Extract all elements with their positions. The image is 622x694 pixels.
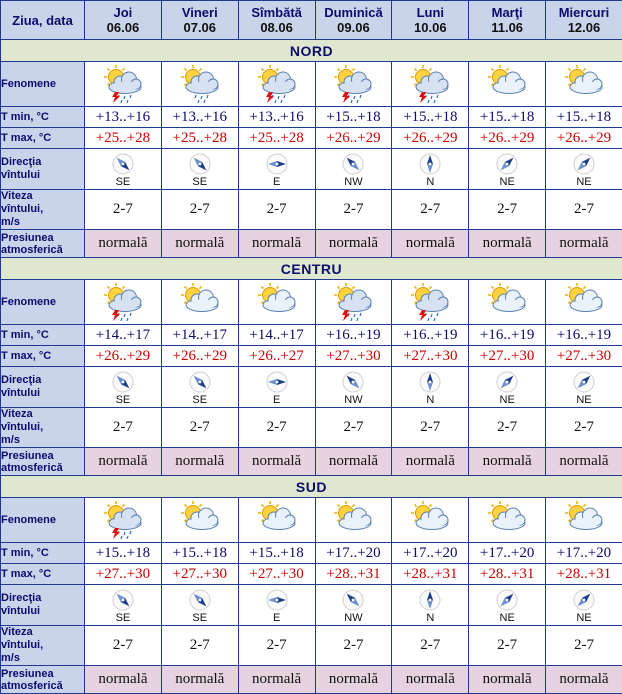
- wind-speed-value: 2-7: [392, 408, 469, 448]
- pressure-value: normală: [469, 666, 546, 694]
- wind-direction-label: NE: [469, 176, 545, 188]
- wind-arrow-icon: [342, 589, 364, 611]
- wind-speed-value: 2-7: [85, 190, 162, 230]
- sun-cloud-icon: [408, 501, 452, 539]
- sun-cloud-icon: [485, 501, 529, 539]
- tmax-value: +26..+29: [85, 346, 162, 367]
- wind-arrow-icon: [419, 153, 441, 175]
- wind-direction-cell: [85, 585, 162, 626]
- wind-direction-cell: [546, 367, 622, 408]
- sun-cloud-rain-thunder-icon: [331, 283, 375, 321]
- pressure-value: normală: [238, 448, 315, 476]
- row-label-line: Direcţia: [1, 156, 84, 169]
- wind-direction-cell: [85, 367, 162, 408]
- wind-direction-cell: [85, 149, 162, 190]
- row-label-line: vîntului,: [1, 203, 84, 216]
- wind-direction-cell: [161, 367, 238, 408]
- wind-direction-label: NW: [316, 176, 392, 188]
- wind-direction-cell: [469, 149, 546, 190]
- day-date: 07.06: [162, 20, 238, 35]
- row-label-line: Viteza: [1, 408, 84, 421]
- wind-direction-label: N: [392, 394, 468, 406]
- wind-direction-cell: [238, 149, 315, 190]
- row-label: [1, 585, 85, 626]
- sun-cloud-icon: [485, 65, 529, 103]
- wind-direction-label: SE: [85, 612, 161, 624]
- row-label: T max, °C: [1, 346, 85, 367]
- sun-cloud-icon: [562, 501, 606, 539]
- tmin-value: +16..+19: [392, 325, 469, 346]
- pressure-value: normală: [392, 448, 469, 476]
- tmin-value: +15..+18: [85, 543, 162, 564]
- wind-speed-value: 2-7: [546, 626, 622, 666]
- day-header: [238, 1, 315, 40]
- pressure-value: normală: [161, 230, 238, 258]
- tmax-value: +27..+30: [85, 564, 162, 585]
- pressure-value: normală: [85, 666, 162, 694]
- wind-direction-cell: [546, 585, 622, 626]
- row-label-line: vîntului,: [1, 639, 84, 652]
- tmax-value: +25..+28: [161, 128, 238, 149]
- pressure-row: [1, 230, 622, 258]
- row-label: [1, 367, 85, 408]
- weather-cell: [469, 280, 546, 325]
- day-header: [315, 1, 392, 40]
- sun-cloud-rain-thunder-icon: [255, 65, 299, 103]
- row-label-line: vîntului: [1, 169, 84, 182]
- wind-speed-value: 2-7: [161, 626, 238, 666]
- wind-direction-label: N: [392, 612, 468, 624]
- wind-arrow-icon: [496, 371, 518, 393]
- day-name: Sîmbătă: [251, 5, 302, 20]
- wind-direction-cell: [238, 585, 315, 626]
- weather-cell: [315, 62, 392, 107]
- day-date: 08.06: [239, 20, 315, 35]
- row-label: T max, °C: [1, 128, 85, 149]
- weather-cell: [238, 498, 315, 543]
- wind-speed-value: 2-7: [315, 626, 392, 666]
- tmax-value: +28..+31: [469, 564, 546, 585]
- fenomene-row: [1, 498, 622, 543]
- row-label-line: Viteza: [1, 626, 84, 639]
- weather-cell: [469, 498, 546, 543]
- row-label-line: Direcţia: [1, 592, 84, 605]
- row-label: [1, 626, 85, 666]
- tmin-value: +15..+18: [315, 107, 392, 128]
- row-label: [1, 230, 85, 258]
- weather-cell: [546, 498, 622, 543]
- wind-direction-cell: [238, 367, 315, 408]
- tmin-value: +15..+18: [238, 543, 315, 564]
- tmax-value: +27..+30: [161, 564, 238, 585]
- wind-arrow-icon: [266, 371, 288, 393]
- sun-cloud-rain-thunder-icon: [101, 65, 145, 103]
- row-label-line: Presiunea: [1, 668, 84, 680]
- tmax-value: +26..+29: [469, 128, 546, 149]
- tmax-value: +26..+29: [392, 128, 469, 149]
- wind-direction-row: [1, 367, 622, 408]
- wind-speed-value: 2-7: [546, 190, 622, 230]
- pressure-value: normală: [546, 230, 622, 258]
- tmin-value: +16..+19: [546, 325, 622, 346]
- wind-speed-value: 2-7: [238, 190, 315, 230]
- day-header: [85, 1, 162, 40]
- day-date: 10.06: [392, 20, 468, 35]
- tmin-value: +14..+17: [161, 325, 238, 346]
- day-name: Duminică: [324, 5, 383, 20]
- pressure-value: normală: [469, 448, 546, 476]
- wind-direction-label: E: [239, 394, 315, 406]
- sun-cloud-icon: [178, 501, 222, 539]
- pressure-value: normală: [315, 666, 392, 694]
- row-label-line: atmosferică: [1, 680, 84, 692]
- sun-cloud-rain-thunder-icon: [408, 283, 452, 321]
- pressure-value: normală: [315, 230, 392, 258]
- tmin-value: +15..+18: [392, 107, 469, 128]
- wind-arrow-icon: [112, 371, 134, 393]
- pressure-value: normală: [238, 666, 315, 694]
- weather-cell: [315, 498, 392, 543]
- wind-speed-value: 2-7: [238, 626, 315, 666]
- sun-cloud-rain-thunder-icon: [408, 65, 452, 103]
- wind-speed-value: 2-7: [392, 626, 469, 666]
- tmin-value: +13..+16: [85, 107, 162, 128]
- weather-cell: [392, 498, 469, 543]
- wind-arrow-icon: [342, 371, 364, 393]
- weather-cell: [546, 280, 622, 325]
- tmin-value: +16..+19: [469, 325, 546, 346]
- row-label: T min, °C: [1, 107, 85, 128]
- pressure-value: normală: [85, 230, 162, 258]
- day-date: 06.06: [85, 20, 161, 35]
- wind-speed-value: 2-7: [469, 408, 546, 448]
- wind-direction-row: [1, 149, 622, 190]
- weather-cell: [392, 62, 469, 107]
- pressure-value: normală: [161, 666, 238, 694]
- wind-arrow-icon: [189, 153, 211, 175]
- wind-direction-label: NE: [469, 612, 545, 624]
- wind-direction-label: E: [239, 612, 315, 624]
- wind-arrow-icon: [112, 589, 134, 611]
- tmin-value: +14..+17: [238, 325, 315, 346]
- tmax-row: [1, 564, 622, 585]
- tmin-row: [1, 325, 622, 346]
- wind-speed-row: [1, 190, 622, 230]
- wind-direction-cell: [469, 367, 546, 408]
- wind-direction-label: SE: [162, 612, 238, 624]
- wind-direction-label: NW: [316, 612, 392, 624]
- row-label: [1, 149, 85, 190]
- row-label-line: vîntului,: [1, 421, 84, 434]
- pressure-value: normală: [161, 448, 238, 476]
- weather-cell: [315, 280, 392, 325]
- day-header: [392, 1, 469, 40]
- tmin-value: +13..+16: [238, 107, 315, 128]
- wind-speed-value: 2-7: [85, 408, 162, 448]
- tmax-row: [1, 128, 622, 149]
- wind-speed-value: 2-7: [469, 190, 546, 230]
- tmax-value: +25..+28: [238, 128, 315, 149]
- tmax-value: +27..+30: [315, 346, 392, 367]
- tmax-value: +26..+29: [315, 128, 392, 149]
- day-header: [469, 1, 546, 40]
- tmax-value: +27..+30: [469, 346, 546, 367]
- tmax-value: +27..+30: [238, 564, 315, 585]
- tmax-value: +25..+28: [85, 128, 162, 149]
- wind-direction-cell: [392, 367, 469, 408]
- day-header: [161, 1, 238, 40]
- region-row: [1, 258, 622, 280]
- tmin-value: +17..+20: [392, 543, 469, 564]
- wind-speed-value: 2-7: [315, 408, 392, 448]
- pressure-value: normală: [469, 230, 546, 258]
- wind-speed-value: 2-7: [85, 626, 162, 666]
- wind-arrow-icon: [419, 589, 441, 611]
- weather-cell: [161, 280, 238, 325]
- tmin-value: +16..+19: [315, 325, 392, 346]
- pressure-row: [1, 666, 622, 694]
- weather-cell: [238, 62, 315, 107]
- wind-speed-value: 2-7: [238, 408, 315, 448]
- pressure-value: normală: [392, 666, 469, 694]
- wind-arrow-icon: [342, 153, 364, 175]
- wind-arrow-icon: [573, 371, 595, 393]
- day-name: Marţi: [492, 5, 523, 20]
- row-label-line: m/s: [1, 434, 84, 447]
- row-label-line: m/s: [1, 652, 84, 665]
- wind-direction-cell: [315, 585, 392, 626]
- region-title: NORD: [1, 40, 622, 62]
- weather-cell: [238, 280, 315, 325]
- wind-speed-value: 2-7: [546, 408, 622, 448]
- weather-cell: [85, 280, 162, 325]
- corner-label: Ziua, data: [1, 1, 85, 40]
- wind-direction-label: N: [392, 176, 468, 188]
- wind-speed-value: 2-7: [161, 408, 238, 448]
- wind-direction-label: E: [239, 176, 315, 188]
- day-date: 11.06: [469, 20, 545, 35]
- wind-speed-row: [1, 408, 622, 448]
- row-label: [1, 190, 85, 230]
- sun-cloud-rain-icon: [178, 65, 222, 103]
- wind-direction-cell: [161, 149, 238, 190]
- tmax-value: +26..+29: [546, 128, 622, 149]
- sun-cloud-icon: [331, 501, 375, 539]
- weather-cell: [161, 62, 238, 107]
- tmin-value: +15..+18: [546, 107, 622, 128]
- row-label-line: Direcţia: [1, 374, 84, 387]
- fenomene-row: [1, 62, 622, 107]
- wind-direction-label: SE: [85, 176, 161, 188]
- pressure-value: normală: [315, 448, 392, 476]
- weather-cell: [392, 280, 469, 325]
- sun-cloud-icon: [485, 283, 529, 321]
- row-label-line: Presiunea: [1, 232, 84, 244]
- pressure-value: normală: [546, 666, 622, 694]
- sun-cloud-rain-thunder-icon: [101, 283, 145, 321]
- row-label: Fenomene: [1, 62, 85, 107]
- wind-arrow-icon: [496, 589, 518, 611]
- wind-arrow-icon: [573, 589, 595, 611]
- wind-arrow-icon: [189, 589, 211, 611]
- wind-speed-value: 2-7: [392, 190, 469, 230]
- wind-direction-cell: [315, 149, 392, 190]
- day-name: Miercuri: [559, 5, 610, 20]
- tmin-row: [1, 107, 622, 128]
- tmin-value: +17..+20: [469, 543, 546, 564]
- day-name: Joi: [114, 5, 133, 20]
- tmax-value: +26..+29: [161, 346, 238, 367]
- weather-cell: [469, 62, 546, 107]
- wind-direction-label: SE: [162, 394, 238, 406]
- wind-direction-cell: [392, 585, 469, 626]
- day-name: Luni: [417, 5, 444, 20]
- weather-cell: [85, 62, 162, 107]
- day-header: [546, 1, 622, 40]
- weather-cell: [85, 498, 162, 543]
- weather-cell: [161, 498, 238, 543]
- row-label-line: Presiunea: [1, 450, 84, 462]
- row-label-line: vîntului: [1, 387, 84, 400]
- sun-cloud-icon: [178, 283, 222, 321]
- wind-speed-value: 2-7: [469, 626, 546, 666]
- wind-direction-row: [1, 585, 622, 626]
- row-label: [1, 408, 85, 448]
- sun-cloud-icon: [255, 501, 299, 539]
- wind-speed-row: [1, 626, 622, 666]
- region-row: [1, 476, 622, 498]
- tmax-value: +28..+31: [315, 564, 392, 585]
- pressure-value: normală: [546, 448, 622, 476]
- row-label: [1, 448, 85, 476]
- wind-speed-value: 2-7: [315, 190, 392, 230]
- tmin-value: +17..+20: [546, 543, 622, 564]
- wind-direction-label: SE: [162, 176, 238, 188]
- row-label: T max, °C: [1, 564, 85, 585]
- row-label-line: Viteza: [1, 190, 84, 203]
- header-row: [1, 1, 622, 40]
- tmax-value: +26..+27: [238, 346, 315, 367]
- row-label: T min, °C: [1, 543, 85, 564]
- wind-arrow-icon: [112, 153, 134, 175]
- tmin-value: +13..+16: [161, 107, 238, 128]
- wind-arrow-icon: [496, 153, 518, 175]
- wind-direction-cell: [469, 585, 546, 626]
- wind-direction-label: NE: [546, 176, 622, 188]
- pressure-row: [1, 448, 622, 476]
- tmin-value: +17..+20: [315, 543, 392, 564]
- region-row: [1, 40, 622, 62]
- tmin-row: [1, 543, 622, 564]
- region-title: CENTRU: [1, 258, 622, 280]
- day-date: 09.06: [316, 20, 392, 35]
- day-name: Vineri: [182, 5, 218, 20]
- wind-arrow-icon: [266, 153, 288, 175]
- tmin-value: +15..+18: [469, 107, 546, 128]
- row-label: [1, 666, 85, 694]
- wind-direction-label: SE: [85, 394, 161, 406]
- sun-cloud-rain-thunder-icon: [101, 501, 145, 539]
- wind-direction-label: NW: [316, 394, 392, 406]
- sun-cloud-rain-thunder-icon: [331, 65, 375, 103]
- row-label-line: atmosferică: [1, 244, 84, 256]
- row-label-line: atmosferică: [1, 462, 84, 474]
- wind-arrow-icon: [573, 153, 595, 175]
- pressure-value: normală: [85, 448, 162, 476]
- row-label: Fenomene: [1, 280, 85, 325]
- row-label-line: vîntului: [1, 605, 84, 618]
- pressure-value: normală: [238, 230, 315, 258]
- tmax-value: +27..+30: [546, 346, 622, 367]
- wind-direction-label: NE: [546, 612, 622, 624]
- wind-direction-cell: [392, 149, 469, 190]
- row-label: Fenomene: [1, 498, 85, 543]
- wind-direction-cell: [161, 585, 238, 626]
- row-label: T min, °C: [1, 325, 85, 346]
- tmin-value: +14..+17: [85, 325, 162, 346]
- tmin-value: +15..+18: [161, 543, 238, 564]
- sun-cloud-icon: [562, 283, 606, 321]
- fenomene-row: [1, 280, 622, 325]
- tmax-value: +28..+31: [392, 564, 469, 585]
- row-label-line: m/s: [1, 216, 84, 229]
- wind-direction-cell: [315, 367, 392, 408]
- wind-speed-value: 2-7: [161, 190, 238, 230]
- sun-cloud-icon: [562, 65, 606, 103]
- wind-direction-label: NE: [469, 394, 545, 406]
- tmax-value: +28..+31: [546, 564, 622, 585]
- region-title: SUD: [1, 476, 622, 498]
- tmax-row: [1, 346, 622, 367]
- pressure-value: normală: [392, 230, 469, 258]
- sun-cloud-icon: [255, 283, 299, 321]
- day-date: 12.06: [546, 20, 622, 35]
- wind-arrow-icon: [189, 371, 211, 393]
- wind-arrow-icon: [419, 371, 441, 393]
- wind-direction-label: NE: [546, 394, 622, 406]
- wind-arrow-icon: [266, 589, 288, 611]
- tmax-value: +27..+30: [392, 346, 469, 367]
- wind-direction-cell: [546, 149, 622, 190]
- weather-cell: [546, 62, 622, 107]
